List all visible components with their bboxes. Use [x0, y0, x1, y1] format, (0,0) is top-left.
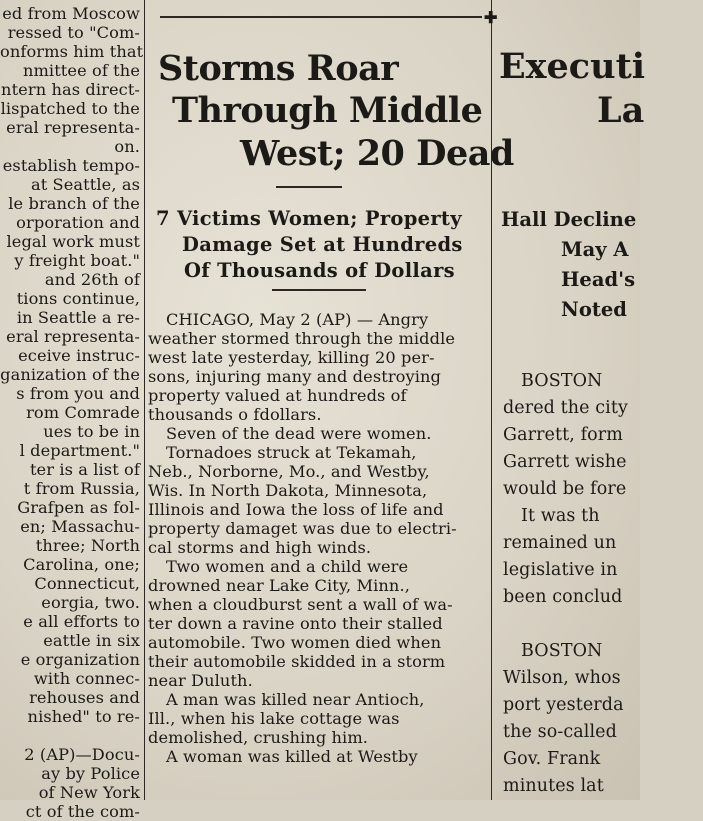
main-story — [148, 0, 514, 800]
text-line: nmittee of the — [22, 61, 140, 80]
text-line: BOSTON — [521, 641, 603, 661]
text-line: on. — [114, 137, 140, 156]
text-line: port yesterda — [503, 695, 624, 715]
text-line: ct of the com- — [25, 802, 140, 821]
text-line: at Seattle, as — [30, 175, 140, 194]
story-body — [148, 310, 490, 766]
text-line: of New York — [38, 783, 140, 802]
story-line: CHICAGO, May 2 (AP) — Angry — [166, 310, 429, 329]
text-line: en; Massachu- — [20, 517, 140, 536]
story-line: property damaget was due to electri- — [148, 519, 457, 538]
deck-line-1: 7 Victims Women; Property — [156, 207, 462, 230]
text-line: Gov. Frank — [503, 749, 601, 769]
text-line: legal work must — [6, 232, 140, 251]
text-line — [503, 611, 703, 638]
right-deck-line-3: Head's — [561, 268, 636, 291]
deck-divider — [272, 289, 366, 291]
story-line: Neb., Norborne, Mo., and Westby, — [148, 462, 430, 481]
deck-line-2: Damage Set at Hundreds — [182, 233, 463, 256]
left-column-text — [0, 4, 144, 821]
headline-divider — [276, 186, 342, 188]
story-line: property valued at hundreds of — [148, 386, 407, 405]
story-line: demolished, crushing him. — [148, 728, 369, 747]
text-line: y freight boat." — [14, 251, 140, 270]
text-line: would be fore — [503, 479, 627, 499]
right-headline-line-2: La — [597, 90, 645, 131]
story-line: when a cloudburst sent a wall of wa- — [148, 595, 453, 614]
text-line: ay by Police — [41, 764, 140, 783]
text-line: l department." — [19, 441, 140, 460]
text-line: ressed to "Com- — [7, 23, 140, 42]
story-line: thousands o fdollars. — [148, 405, 322, 424]
right-column-text — [503, 368, 703, 800]
text-line: Grafpen as fol- — [17, 498, 140, 517]
text-line: eceive instruc- — [18, 346, 140, 365]
story-line: ter down a ravine onto their stalled — [148, 614, 443, 633]
text-line: minutes lat — [503, 776, 604, 796]
text-line: le branch of the — [8, 194, 140, 213]
right-headline-line-1: Executi — [499, 46, 646, 87]
text-line: Garrett, form — [503, 425, 623, 445]
left-column — [0, 0, 144, 821]
story-line: west late yesterday, killing 20 per- — [148, 348, 435, 367]
text-line: rom Comrade — [26, 403, 140, 422]
text-line: s from you and — [16, 384, 140, 403]
story-line: Seven of the dead were women. — [166, 424, 432, 443]
story-line: their automobile skidded in a storm — [148, 652, 446, 671]
headline-line-2: Through Middle — [172, 90, 483, 131]
story-line: A man was killed near Antioch, — [166, 690, 425, 709]
text-line: remained un — [503, 533, 617, 553]
text-line: Wilson, whos — [503, 668, 621, 688]
headline-line-1: Storms Roar — [158, 48, 399, 89]
text-line: legislative in — [503, 560, 618, 580]
text-line: ues to be in — [43, 422, 140, 441]
cross-mark-icon: ✚ — [484, 8, 498, 27]
text-line — [0, 726, 140, 745]
text-line: Carolina, one; — [23, 555, 140, 574]
text-line: nished" to re- — [27, 707, 140, 726]
text-line: Garrett wishe — [503, 452, 627, 472]
story-line: Wis. In North Dakota, Minnesota, — [148, 481, 428, 500]
story-line: A woman was killed at Westby — [166, 747, 418, 766]
right-column — [497, 0, 646, 800]
text-line: t from Russia, — [23, 479, 140, 498]
story-line: drowned near Lake City, Minn., — [148, 576, 410, 595]
text-line: Connecticut, — [34, 574, 140, 593]
text-line: eorgia, two. — [41, 593, 140, 612]
text-line: ed from Moscow — [2, 4, 140, 23]
text-line: ganization of the — [0, 365, 140, 384]
text-line: eral representa- — [6, 327, 140, 346]
text-line: the so-called — [503, 722, 617, 742]
text-line: eattle in six — [43, 631, 140, 650]
right-deck-line-2: May A — [561, 238, 629, 261]
text-line: orporation and — [16, 213, 140, 232]
story-line: Illinois and Iowa the loss of life and — [148, 500, 444, 519]
text-line: BOSTON — [521, 371, 603, 391]
text-line: dered the city — [503, 398, 628, 418]
right-deck-line-1: Hall Decline — [501, 208, 637, 231]
text-line: rehouses and — [29, 688, 140, 707]
text-line: eral representa- — [6, 118, 140, 137]
text-line: e organization — [20, 650, 140, 669]
text-line: been conclud — [503, 587, 623, 607]
story-line: near Duluth. — [148, 671, 253, 690]
text-line: 2 (AP)—Docu- — [24, 745, 140, 764]
text-line: tions continue, — [16, 289, 140, 308]
text-line: three; North — [35, 536, 140, 555]
story-line: Ill., when his lake cottage was — [148, 709, 400, 728]
text-line: and 26th of — [44, 270, 140, 289]
headline-line-3: West; 20 Dead — [240, 133, 514, 174]
right-deck-line-4: Noted — [561, 298, 627, 321]
story-line: weather stormed through the middle — [148, 329, 456, 348]
deck-line-3: Of Thousands of Dollars — [184, 259, 455, 282]
text-line: e all efforts to — [23, 612, 140, 631]
story-line: sons, injuring many and destroying — [148, 367, 442, 386]
text-line: in Seattle a re- — [16, 308, 140, 327]
story-line: cal storms and high winds. — [148, 538, 372, 557]
text-line: lispatched to the — [0, 99, 140, 118]
story-line: Tornadoes struck at Tekamah, — [166, 443, 417, 462]
text-line: ntern has direct- — [1, 80, 140, 99]
text-line: onforms him that — [0, 42, 144, 61]
text-line: with connec- — [33, 669, 140, 688]
story-line: automobile. Two women died when — [148, 633, 442, 652]
column-rule-left — [144, 0, 145, 800]
text-line: It was th — [521, 506, 600, 526]
text-line: ter is a list of — [29, 460, 140, 479]
text-line: establish tempo- — [2, 156, 140, 175]
story-line: Two women and a child were — [166, 557, 409, 576]
